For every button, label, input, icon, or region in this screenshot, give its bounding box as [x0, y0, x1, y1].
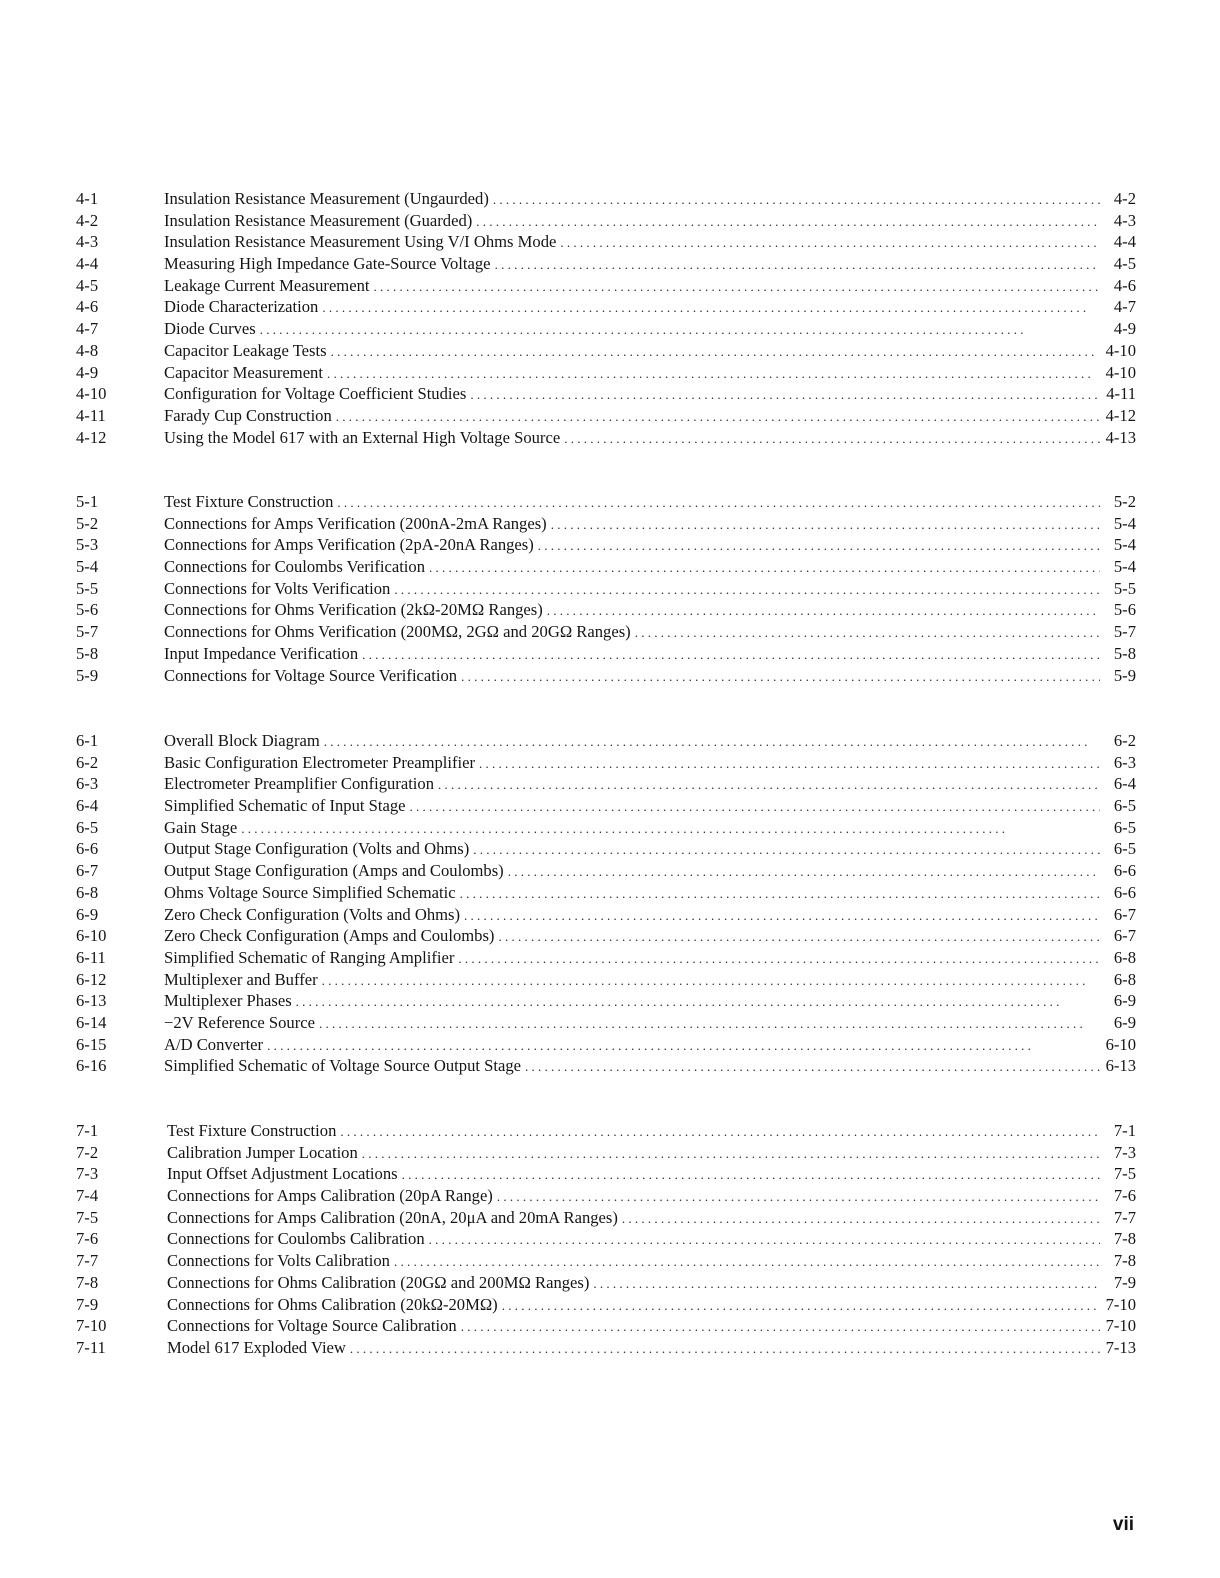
page-reference: 6-9: [1113, 1012, 1136, 1032]
page-reference: 6-6: [1113, 861, 1136, 881]
figure-title: Connections for Ohms Calibration (20kΩ-20MΩ): [167, 1294, 498, 1314]
toc-entry: [76, 491, 1136, 513]
dot-leader: [464, 905, 1100, 927]
dot-leader: [362, 644, 1100, 666]
dot-leader: [429, 1229, 1100, 1251]
page-reference: 4-7: [1113, 297, 1136, 317]
figure-title: Model 617 Exploded View: [167, 1337, 346, 1357]
dot-leader: [438, 774, 1100, 796]
dot-leader: [350, 1338, 1100, 1360]
figure-number: 6-15: [76, 1034, 107, 1054]
toc-entry: [76, 665, 1136, 687]
figure-number: 7-7: [76, 1251, 99, 1271]
toc-entry: [76, 1142, 1136, 1164]
page-reference: 6-7: [1113, 926, 1136, 946]
dot-leader: [493, 189, 1100, 211]
page-reference: 6-10: [1105, 1034, 1136, 1054]
page-reference: 4-4: [1113, 232, 1136, 252]
page-reference: 7-1: [1113, 1121, 1136, 1140]
page-reference: 6-5: [1113, 817, 1136, 837]
figure-number: 6-2: [76, 752, 99, 772]
figure-title: Basic Configuration Electrometer Preamplifier: [164, 752, 476, 772]
figure-title: Using the Model 617 with an External High Voltage Source: [164, 427, 561, 447]
toc-entry: [76, 1120, 1136, 1142]
dot-leader: [337, 492, 1100, 514]
dot-leader: [547, 600, 1100, 622]
dot-leader: [461, 1316, 1100, 1338]
figure-number: 6-8: [76, 882, 99, 902]
figure-number: 6-13: [76, 991, 107, 1011]
dot-leader: [324, 731, 1100, 753]
figure-title: Electrometer Preamplifier Configuration: [164, 774, 435, 794]
dot-leader: [340, 1121, 1100, 1143]
page-reference: 5-4: [1113, 557, 1136, 577]
figure-title: Calibration Jumper Location: [167, 1142, 358, 1162]
toc-entry: [76, 925, 1136, 947]
figure-number: 7-4: [76, 1186, 99, 1206]
toc-entry: [76, 513, 1136, 535]
figure-number: 5-3: [76, 535, 99, 555]
dot-leader: [502, 1295, 1100, 1317]
toc-entry: [76, 773, 1136, 795]
page-reference: 6-6: [1113, 882, 1136, 902]
figure-title: Ohms Voltage Source Simplified Schematic: [164, 882, 456, 902]
figure-title: Configuration for Voltage Coefficient Studies: [164, 384, 467, 404]
figure-number: 6-12: [76, 969, 107, 989]
dot-leader: [461, 666, 1100, 688]
figure-title: Connections for Amps Calibration (20nA, 20μA and 20mA Ranges): [167, 1207, 618, 1227]
page-reference: 6-3: [1113, 752, 1136, 772]
figure-title: Input Offset Adjustment Locations: [167, 1164, 398, 1184]
dot-leader: [319, 1013, 1100, 1035]
figure-title: Test Fixture Construction: [167, 1121, 337, 1140]
dot-leader: [374, 276, 1101, 298]
dot-leader: [593, 1273, 1100, 1295]
page-reference: 6-2: [1113, 731, 1136, 750]
page-reference: 4-6: [1113, 275, 1136, 295]
figure-title: Connections for Amps Verification (200nA-2mA Ranges): [164, 513, 547, 533]
page-reference: 7-3: [1113, 1142, 1136, 1162]
figure-number: 6-14: [76, 1012, 107, 1032]
toc-entry: [76, 362, 1136, 384]
toc-entry: [76, 1315, 1136, 1337]
toc-entry: [76, 990, 1136, 1012]
dot-leader: [336, 406, 1100, 428]
figure-number: 5-2: [76, 513, 99, 533]
toc-entry: [76, 318, 1136, 340]
figure-title: −2V Reference Source: [164, 1012, 315, 1032]
figure-title: Leakage Current Measurement: [164, 275, 370, 295]
page-reference: 4-3: [1113, 210, 1136, 230]
toc-entry: [76, 1272, 1136, 1294]
page-reference: 7-7: [1113, 1207, 1136, 1227]
toc-entry: [76, 1185, 1136, 1207]
toc-entry: [76, 643, 1136, 665]
page-reference: 7-13: [1105, 1337, 1136, 1357]
figure-title: Connections for Volts Calibration: [167, 1251, 390, 1271]
figure-title: Connections for Voltage Source Verification: [164, 665, 458, 685]
figure-list-section-7: [76, 1120, 1136, 1359]
figure-number: 4-5: [76, 275, 99, 295]
figure-title: Insulation Resistance Measurement Using V/I Ohms Mode: [164, 232, 557, 252]
figure-number: 5-8: [76, 643, 99, 663]
figure-title: Zero Check Configuration (Volts and Ohms): [164, 904, 461, 924]
figure-title: Test Fixture Construction: [164, 492, 334, 511]
dot-leader: [327, 363, 1100, 385]
figure-number: 4-6: [76, 297, 99, 317]
page-reference: 7-9: [1113, 1272, 1136, 1292]
toc-entry: [76, 405, 1136, 427]
toc-entry: [76, 556, 1136, 578]
dot-leader: [322, 297, 1100, 319]
page-reference: 5-4: [1113, 535, 1136, 555]
figure-title: Connections for Voltage Source Calibration: [167, 1316, 457, 1336]
toc-entry: [76, 1294, 1136, 1316]
page-reference: 5-2: [1113, 492, 1136, 511]
figure-number: 6-3: [76, 774, 99, 794]
figure-title: Capacitor Leakage Tests: [164, 340, 327, 360]
page-reference: 4-12: [1105, 405, 1136, 425]
page-reference: 6-5: [1113, 839, 1136, 859]
toc-entry: [76, 1228, 1136, 1250]
toc-entry: [76, 838, 1136, 860]
toc-entry: [76, 1012, 1136, 1034]
figure-number: 7-9: [76, 1294, 99, 1314]
figure-number: 7-5: [76, 1207, 99, 1227]
dot-leader: [331, 341, 1100, 363]
figure-number: 5-9: [76, 665, 99, 685]
toc-entry: [76, 231, 1136, 253]
page-number: vii: [1112, 1514, 1134, 1535]
page-reference: 6-4: [1113, 774, 1136, 794]
dot-leader: [538, 535, 1100, 557]
toc-entry: [76, 730, 1136, 752]
toc-entry: [76, 275, 1136, 297]
page-reference: 4-5: [1113, 254, 1136, 274]
page-reference: 7-5: [1113, 1164, 1136, 1184]
figure-list-section-4: [76, 188, 1136, 448]
page-reference: 7-6: [1113, 1186, 1136, 1206]
dot-leader: [622, 1208, 1100, 1230]
page-reference: 5-7: [1113, 622, 1136, 642]
figure-number: 5-4: [76, 557, 99, 577]
page-reference: 7-10: [1105, 1316, 1136, 1336]
toc-entry: [76, 188, 1136, 210]
dot-leader: [508, 861, 1100, 883]
dot-leader: [560, 232, 1100, 254]
toc-entry: [76, 1337, 1136, 1359]
figure-number: 5-6: [76, 600, 99, 620]
toc-entry: [76, 1055, 1136, 1077]
toc-entry: [76, 1034, 1136, 1056]
figure-title: Connections for Ohms Calibration (20GΩ and 200MΩ Ranges): [167, 1272, 590, 1292]
figure-number: 6-4: [76, 796, 99, 816]
dot-leader: [458, 948, 1100, 970]
toc-entry: [76, 253, 1136, 275]
figure-title: Multiplexer and Buffer: [164, 969, 318, 989]
page-reference: 6-7: [1113, 904, 1136, 924]
dot-leader: [402, 1164, 1100, 1186]
dot-leader: [260, 319, 1100, 341]
figure-title: Connections for Coulombs Calibration: [167, 1229, 425, 1249]
figure-number: 5-1: [76, 492, 99, 511]
figure-title: Overall Block Diagram: [164, 731, 320, 750]
figure-title: Output Stage Configuration (Amps and Coulombs): [164, 861, 504, 881]
toc-entry: [76, 210, 1136, 232]
page-reference: 4-10: [1105, 362, 1136, 382]
toc-entry: [76, 752, 1136, 774]
figure-title: Capacitor Measurement: [164, 362, 323, 382]
dot-leader: [551, 514, 1100, 536]
dot-leader: [429, 557, 1100, 579]
page-reference: 6-13: [1105, 1056, 1136, 1076]
dot-leader: [267, 1035, 1100, 1057]
toc-entry: [76, 296, 1136, 318]
figure-title: Input Impedance Verification: [164, 643, 359, 663]
page-reference: 4-11: [1106, 384, 1136, 404]
toc-entry: [76, 795, 1136, 817]
dot-leader: [525, 1056, 1100, 1078]
figure-number: 4-7: [76, 319, 99, 339]
figure-title: Diode Curves: [164, 319, 256, 339]
figure-number: 6-6: [76, 839, 99, 859]
page-reference: 4-2: [1113, 189, 1136, 208]
figure-number: 7-3: [76, 1164, 99, 1184]
figure-number: 6-10: [76, 926, 107, 946]
toc-entry: [76, 817, 1136, 839]
figure-title: Connections for Volts Verification: [164, 578, 391, 598]
toc-entry: [76, 947, 1136, 969]
figure-title: Zero Check Configuration (Amps and Coulombs): [164, 926, 495, 946]
figure-number: 6-11: [76, 947, 106, 967]
figure-title: Connections for Amps Verification (2pA-20nA Ranges): [164, 535, 534, 555]
figure-title: A/D Converter: [164, 1034, 264, 1054]
figure-title: Measuring High Impedance Gate-Source Voltage: [164, 254, 491, 274]
dot-leader: [635, 622, 1100, 644]
dot-leader: [495, 254, 1100, 276]
figure-title: Output Stage Configuration (Volts and Ohms): [164, 839, 470, 859]
figure-number: 4-3: [76, 232, 99, 252]
page-reference: 5-6: [1113, 600, 1136, 620]
toc-entry: [76, 860, 1136, 882]
dot-leader: [460, 883, 1100, 905]
dot-leader: [476, 211, 1100, 233]
toc-entry: [76, 383, 1136, 405]
figure-list-section-5: [76, 491, 1136, 686]
page-reference: 4-10: [1105, 340, 1136, 360]
page-reference: 5-8: [1113, 643, 1136, 663]
dot-leader: [410, 796, 1101, 818]
page-reference: 7-10: [1105, 1294, 1136, 1314]
figure-title: Connections for Ohms Verification (200MΩ, 2GΩ and 20GΩ Ranges): [164, 622, 631, 642]
figure-list-section-6: [76, 730, 1136, 1077]
page-reference: 5-9: [1113, 665, 1136, 685]
dot-leader: [296, 991, 1100, 1013]
figure-number: 5-7: [76, 622, 99, 642]
figure-number: 7-2: [76, 1142, 99, 1162]
page-reference: 6-8: [1113, 969, 1136, 989]
page-reference: 5-4: [1113, 513, 1136, 533]
dot-leader: [241, 818, 1100, 840]
toc-entry: [76, 1163, 1136, 1185]
toc-entry: [76, 599, 1136, 621]
figure-title: Gain Stage: [164, 817, 238, 837]
figure-number: 6-9: [76, 904, 99, 924]
toc-entry: [76, 427, 1136, 449]
dot-leader: [394, 579, 1100, 601]
dot-leader: [497, 1186, 1100, 1208]
toc-entry: [76, 621, 1136, 643]
toc-entry: [76, 1207, 1136, 1229]
figure-number: 7-11: [76, 1337, 106, 1357]
figure-number: 4-11: [76, 405, 106, 425]
dot-leader: [473, 839, 1100, 861]
figure-number: 5-5: [76, 578, 99, 598]
page-reference: 6-8: [1113, 947, 1136, 967]
dot-leader: [322, 970, 1100, 992]
figure-number: 4-9: [76, 362, 99, 382]
page-reference: 6-5: [1113, 796, 1136, 816]
figure-number: 4-4: [76, 254, 99, 274]
toc-entry: [76, 882, 1136, 904]
figure-number: 6-1: [76, 731, 99, 750]
figure-number: 7-6: [76, 1229, 99, 1249]
figure-number: 7-10: [76, 1316, 107, 1336]
page-reference: 4-9: [1113, 319, 1136, 339]
figure-title: Simplified Schematic of Ranging Amplifier: [164, 947, 455, 967]
figure-number: 6-16: [76, 1056, 107, 1076]
figure-number: 6-7: [76, 861, 99, 881]
figure-number: 4-2: [76, 210, 99, 230]
dot-leader: [470, 384, 1100, 406]
figure-title: Connections for Ohms Verification (2kΩ-20MΩ Ranges): [164, 600, 543, 620]
figure-title: Connections for Amps Calibration (20pA Range): [167, 1186, 493, 1206]
figure-title: Insulation Resistance Measurement (Ungaurded): [164, 189, 489, 208]
figure-title: Multiplexer Phases: [164, 991, 292, 1011]
toc-entry: [76, 534, 1136, 556]
dot-leader: [498, 926, 1100, 948]
figure-title: Connections for Coulombs Verification: [164, 557, 426, 577]
figure-title: Simplified Schematic of Voltage Source Output Stage: [164, 1056, 522, 1076]
dot-leader: [362, 1143, 1100, 1165]
dot-leader: [394, 1251, 1100, 1273]
figure-title: Simplified Schematic of Input Stage: [164, 796, 406, 816]
figure-title: Farady Cup Construction: [164, 405, 332, 425]
figure-number: 7-8: [76, 1272, 99, 1292]
dot-leader: [479, 753, 1100, 775]
toc-entry: [76, 1250, 1136, 1272]
page-reference: 4-13: [1105, 427, 1136, 447]
page-reference: 7-8: [1113, 1229, 1136, 1249]
figure-title: Insulation Resistance Measurement (Guarded): [164, 210, 473, 230]
figure-number: 4-10: [76, 384, 107, 404]
dot-leader: [564, 428, 1100, 450]
toc-entry: [76, 969, 1136, 991]
figure-title: Diode Characterization: [164, 297, 319, 317]
page-reference: 7-8: [1113, 1251, 1136, 1271]
page-reference: 6-9: [1113, 991, 1136, 1011]
page-reference: 5-5: [1113, 578, 1136, 598]
toc-entry: [76, 340, 1136, 362]
toc-entry: [76, 904, 1136, 926]
figure-number: 6-5: [76, 817, 99, 837]
toc-entry: [76, 578, 1136, 600]
figure-number: 7-1: [76, 1121, 99, 1140]
figure-number: 4-8: [76, 340, 99, 360]
figure-number: 4-12: [76, 427, 107, 447]
figure-number: 4-1: [76, 189, 99, 208]
